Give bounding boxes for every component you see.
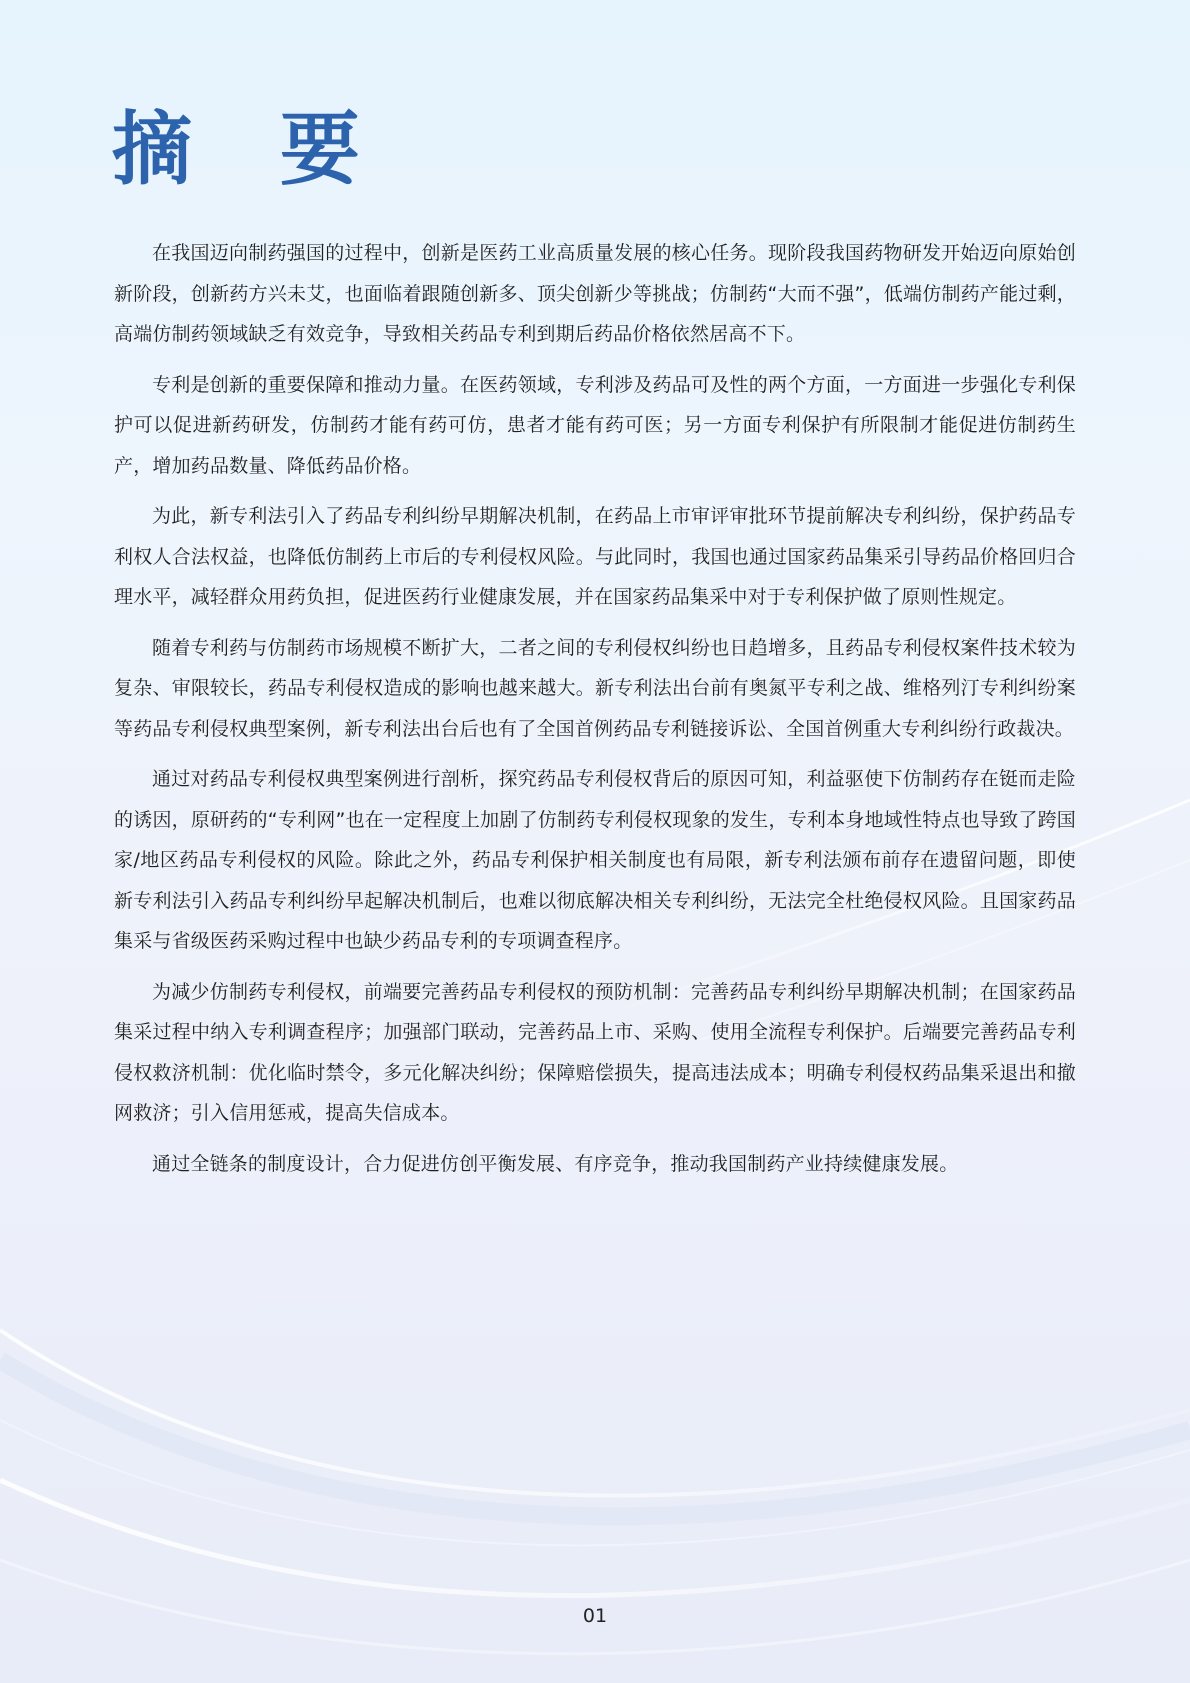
paragraph-4: 随着专利药与仿制药市场规模不断扩大，二者之间的专利侵权纠纷也日趋增多，且药品专利侵权案件技术较为复杂、审限较长，药品专利侵权造成的影响也越来越大。新专利法出台前有奥氮平专利之战、维格列汀专利纠纷案等药品专利侵权典型案例，新专利法出台后也有了全国首例药品专利链接诉讼、全国首例重大专利纠纷行政裁决。	[114, 636, 1076, 740]
abstract-body	[114, 233, 1076, 1194]
paragraph-6: 为减少仿制药专利侵权，前端要完善药品专利侵权的预防机制：完善药品专利纠纷早期解决机制；在国家药品集采过程中纳入专利调查程序；加强部门联动，完善药品上市、采购、使用全流程专利保护。后端要完善药品专利侵权救济机制：优化临时禁令，多元化解决纠纷；保障赔偿损失，提高违法成本；明确专利侵权药品集采退出和撤网救济；引入信用惩戒，提高失信成本。	[114, 980, 1076, 1124]
paragraph-2: 专利是创新的重要保障和推动力量。在医药领域，专利涉及药品可及性的两个方面，一方面进一步强化专利保护可以促进新药研发，仿制药才能有药可仿，患者才能有药可医；另一方面专利保护有所限制才能促进仿制药生产，增加药品数量、降低药品价格。	[114, 373, 1076, 477]
paragraph-3: 为此，新专利法引入了药品专利纠纷早期解决机制，在药品上市审评审批环节提前解决专利纠纷，保护药品专利权人合法权益，也降低仿制药上市后的专利侵权风险。与此同时，我国也通过国家药品集采引导药品价格回归合理水平，减轻群众用药负担，促进医药行业健康发展，并在国家药品集采中对于专利保护做了原则性规定。	[114, 505, 1076, 608]
paragraph-7: 通过全链条的制度设计，合力促进仿创平衡发展、有序竞争，推动我国制药产业持续健康发展。	[152, 1152, 959, 1175]
page-title: 摘 要	[112, 103, 390, 196]
page-number: 01	[582, 1605, 608, 1627]
paragraph-1: 在我国迈向制药强国的过程中，创新是医药工业高质量发展的核心任务。现阶段我国药物研发开始迈向原始创新阶段，创新药方兴未艾，也面临着跟随创新多、顶尖创新少等挑战；仿制药“大而不强”，低端仿制药产能过剩，高端仿制药领域缺乏有效竞争，导致相关药品专利到期后药品价格依然居高不下。	[114, 242, 1076, 345]
paragraph-5: 通过对药品专利侵权典型案例进行剖析，探究药品专利侵权背后的原因可知，利益驱使下仿制药存在铤而走险的诱因，原研药的“专利网”也在一定程度上加剧了仿制药专利侵权现象的发生，专利本身地域性特点也导致了跨国家/地区药品专利侵权的风险。除此之外，药品专利保护相关制度也有局限，新专利法颁布前存在遗留问题，即使新专利法引入药品专利纠纷早起解决机制后，也难以彻底解决相关专利纠纷，无法完全杜绝侵权风险。且国家药品集采与省级医药采购过程中也缺少药品专利的专项调查程序。	[114, 768, 1076, 952]
